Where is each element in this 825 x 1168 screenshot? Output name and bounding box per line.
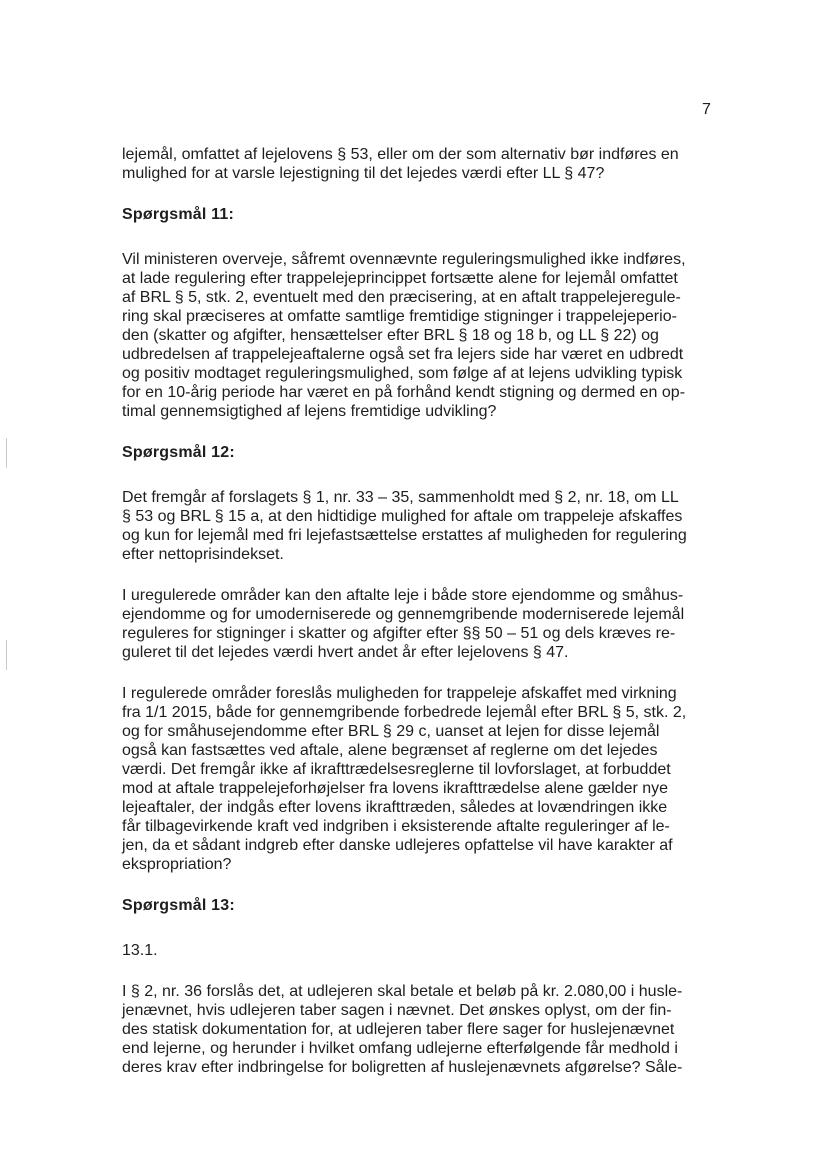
text-line: af BRL § 5, stk. 2, eventuelt med den præcisering, at en aftalt trappelejeregule-: [122, 289, 681, 306]
subsection-number: [122, 941, 722, 960]
question-heading: Spørgsmål 11:: [122, 206, 234, 223]
question-heading: Spørgsmål 12:: [122, 444, 235, 461]
text-line: I uregulerede områder kan den aftalte leje i både store ejendomme og småhus-: [122, 587, 684, 604]
paragraph: [122, 488, 722, 564]
text-line: mulighed for at varsle lejestigning til det lejedes værdi efter LL § 47?: [122, 165, 605, 182]
text-line: reguleres for stigninger i skatter og afgifter efter §§ 50 – 51 og dels kræves re-: [122, 625, 676, 642]
margin-mark: [6, 438, 7, 468]
text-line: også kan fastsættes ved aftale, alene begrænset af reglerne om det lejedes: [122, 742, 658, 759]
text-line: des statisk dokumentation for, at udlejeren taber flere sager for huslejenævnet: [122, 1021, 675, 1038]
text-line: værdi. Det fremgår ikke af ikrafttrædelsesreglerne til lovforslaget, at forbuddet: [122, 761, 671, 778]
text-line: I § 2, nr. 36 forslås det, at udlejeren skal betale et beløb på kr. 2.080,00 i husle-: [122, 983, 683, 1000]
text-line: for en 10-årig periode har været en på forhånd kendt stigning og dermed en op-: [122, 384, 686, 401]
text-line: lejemål, omfattet af lejelovens § 53, eller om der som alternativ bør indføres en: [122, 146, 679, 163]
document-body: [122, 145, 722, 1077]
text-line: deres krav efter indbringelse for boligretten af huslejenævnets afgørelse? Såle-: [122, 1059, 683, 1076]
text-line: fra 1/1 2015, både for gennemgribende forbedrede lejemål efter BRL § 5, stk. 2,: [122, 704, 687, 721]
paragraph: [122, 145, 722, 183]
text-line: Det fremgår af forslagets § 1, nr. 33 – 35, sammenholdt med § 2, nr. 18, om LL: [122, 489, 679, 506]
text-line: jen, da et sådant indgreb efter danske udlejeres opfattelse vil have karakter af: [122, 837, 673, 854]
text-line: jenævnet, hvis udlejeren taber sagen i nævnet. Det ønskes oplyst, om der fin-: [122, 1002, 672, 1019]
text-line: og kun for lejemål med fri lejefastsættelse erstattes af muligheden for regulering: [122, 527, 687, 544]
margin-mark: [6, 640, 7, 670]
text-line: § 53 og BRL § 15 a, at den hidtidige mulighed for aftale om trappeleje afskaffes: [122, 508, 683, 525]
page-number: 7: [702, 101, 711, 118]
text-line: får tilbagevirkende kraft ved indgriben i eksisterende aftalte reguleringer af le-: [122, 818, 670, 835]
text-line: timal gennemsigtighed af lejens fremtidige udvikling?: [122, 403, 497, 420]
text-line: ejendomme og for umoderniserede og gennemgribende moderniserede lejemål: [122, 606, 685, 623]
text-line: og for småhusejendomme efter BRL § 29 c, uanset at lejen for disse lejemål: [122, 723, 660, 740]
text-line: efter nettoprisindekset.: [122, 546, 284, 563]
paragraph: [122, 586, 722, 662]
question-heading: Spørgsmål 13:: [122, 897, 235, 914]
text-line: ekspropriation?: [122, 856, 232, 873]
paragraph: [122, 684, 722, 874]
text-line: den (skatter og afgifter, hensættelser efter BRL § 18 og 18 b, og LL § 22) og: [122, 327, 659, 344]
text-line: I regulerede områder foreslås muligheden for trappeleje afskaffet med virkning: [122, 685, 677, 702]
text-line: end lejerne, og herunder i hvilket omfang udlejerne efterfølgende får medhold i: [122, 1040, 678, 1057]
paragraph: [122, 982, 722, 1077]
text-line: ring skal præciseres at omfatte samtlige fremtidige stigninger i trappelejeperio-: [122, 308, 677, 325]
text-line: og positiv modtaget reguleringsmulighed, som følge af at lejens udvikling typisk: [122, 365, 683, 382]
text-line: 13.1.: [122, 942, 158, 959]
text-line: guleret til det lejedes værdi hvert andet år efter lejelovens § 47.: [122, 644, 569, 661]
text-line: Vil ministeren overveje, såfremt ovennævnte reguleringsmulighed ikke indføres,: [122, 251, 686, 268]
text-line: udbredelsen af trappelejeaftalerne også set fra lejers side har været en udbredt: [122, 346, 684, 363]
text-line: at lade regulering efter trappelejeprincippet fortsætte alene for lejemål omfattet: [122, 270, 678, 287]
text-line: lejeaftaler, der indgås efter lovens ikrafttræden, således at lovændringen ikke: [122, 799, 668, 816]
paragraph: [122, 250, 722, 421]
text-line: mod at aftale trappelejeforhøjelser fra lovens ikrafttrædelse alene gælder nye: [122, 780, 669, 797]
